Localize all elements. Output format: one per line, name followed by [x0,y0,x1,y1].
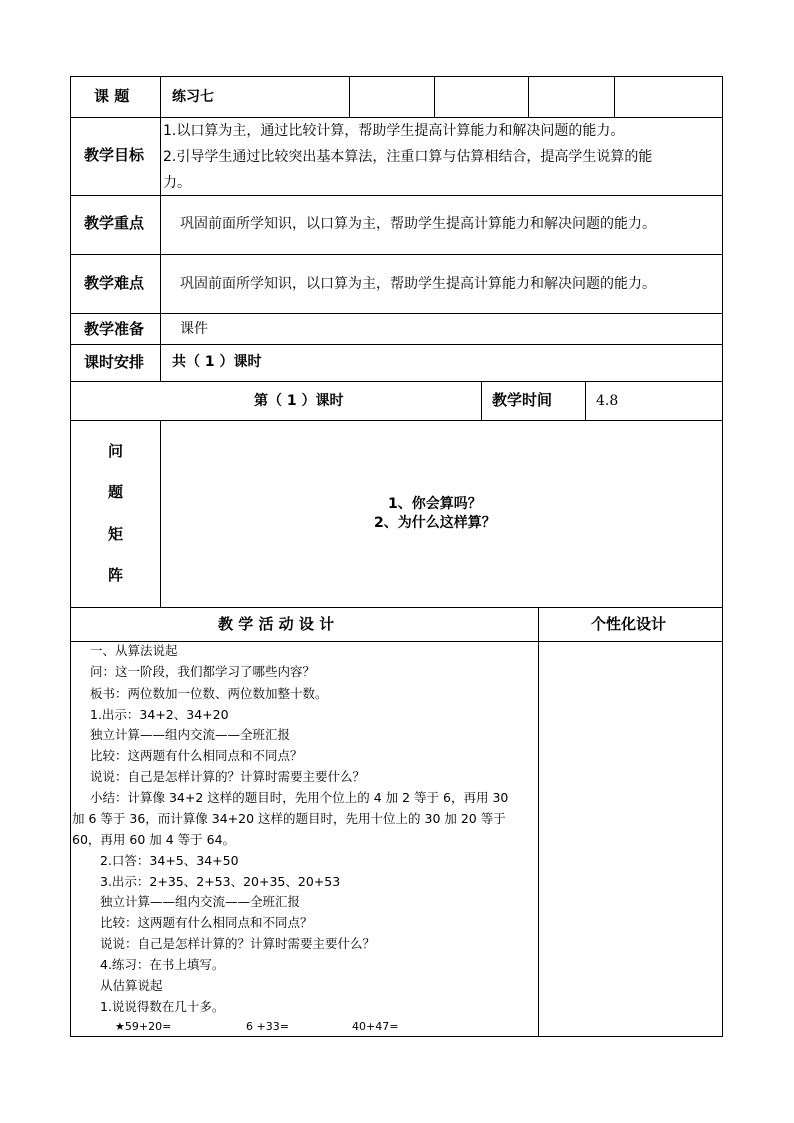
preparation-text: 课件 [180,321,208,337]
goals-line-1: 1.以口算为主，通过比较计算，帮助学生提高计算能力和解决问题的能力。 [163,123,625,139]
activity-line: 从估算说起 [100,978,163,993]
table-rule [70,195,723,196]
goals-line-3: 力。 [163,175,191,191]
activity-line: 小结：计算像 34+2 这样的题目时，先用个位上的 4 加 2 等于 6，再用 30 [90,790,509,805]
activity-line: 比较：这两题有什么相同点和不同点？ [90,748,303,763]
activity-line: 板书：两位数加一位数、两位数加整十数。 [90,686,328,701]
schedule-label: 课时安排 [84,353,145,371]
column-divider [528,76,529,118]
activity-line: 4.练习：在书上填写。 [100,957,225,972]
key-points-text: 巩固前面所学知识，以口算为主，帮助学生提高计算能力和解决问题的能力。 [180,216,656,232]
activity-line: 60，再用 60 加 4 等于 64。 [72,832,236,847]
activity-header: 教 学 活 动 设 计 [218,615,335,633]
activity-line: 说说：自己是怎样计算的？计算时需要主要什么？ [90,769,366,784]
table-rule [70,344,723,345]
topic-value: 练习七 [172,89,214,105]
matrix-label-char: 题 [108,483,124,501]
preparation-label: 教学准备 [84,320,145,338]
matrix-label-char: 问 [108,442,124,460]
difficulties-label: 教学难点 [84,274,145,292]
goals-label: 教学目标 [84,146,145,164]
exercise-item: ★59+20= [115,1020,172,1033]
goals-line-2: 2.引导学生通过比较突出基本算法，注重口算与估算相结合，提高学生说算的能 [163,149,653,165]
session-period: 第（ 1 ）课时 [254,393,344,409]
table-border-left [70,76,71,1037]
table-rule [70,641,723,642]
table-border-right [722,76,723,1037]
activity-line: 3.出示：2+35、2+53、20+35、20+53 [100,874,341,889]
activity-line: 1.说说得数在几十多。 [100,999,225,1014]
exercise-item: 6 +33= [246,1020,289,1033]
table-rule [70,313,723,314]
activity-line: 独立计算——组内交流——全班汇报 [100,894,301,909]
activity-line: 2.口答：34+5、34+50 [100,853,239,868]
table-border-bottom [70,1036,723,1037]
table-border-top [70,76,723,77]
activity-line: 比较：这两题有什么相同点和不同点？ [100,915,313,930]
matrix-label-char: 阵 [108,566,124,584]
column-divider [585,381,586,421]
schedule-text: 共（ 1 ）课时 [172,354,262,370]
exercise-item: 40+47= [352,1020,399,1033]
column-divider [349,76,350,118]
table-rule [70,254,723,255]
table-rule [70,607,723,608]
personalized-design-header: 个性化设计 [591,615,667,633]
column-divider [538,607,539,1037]
table-rule [70,381,723,382]
column-divider [160,76,161,382]
session-time-value: 4.8 [596,393,619,409]
column-divider [481,381,482,421]
column-divider [614,76,615,118]
topic-label: 课 题 [94,87,130,105]
column-divider [160,420,161,608]
activity-line: 独立计算——组内交流——全班汇报 [90,727,291,742]
table-rule [70,420,723,421]
matrix-question: 1、你会算吗？ [388,496,482,512]
session-time-label: 教学时间 [492,391,553,409]
activity-line: 说说：自己是怎样计算的？计算时需要主要什么？ [100,936,376,951]
activity-line: 一、从算法说起 [90,643,178,658]
column-divider [434,76,435,118]
difficulties-text: 巩固前面所学知识，以口算为主，帮助学生提高计算能力和解决问题的能力。 [180,276,656,292]
key-points-label: 教学重点 [84,214,145,232]
activity-line: 问：这一阶段，我们都学习了哪些内容？ [90,664,316,679]
activity-line: 1.出示：34+2、34+20 [90,707,229,722]
table-rule [70,117,723,118]
matrix-label-char: 矩 [108,525,124,543]
matrix-question: 2、为什么这样算？ [374,515,496,531]
activity-line: 加 6 等于 36，而计算像 34+20 这样的题目时，先用十位上的 30 加 20 等于 [72,811,506,826]
